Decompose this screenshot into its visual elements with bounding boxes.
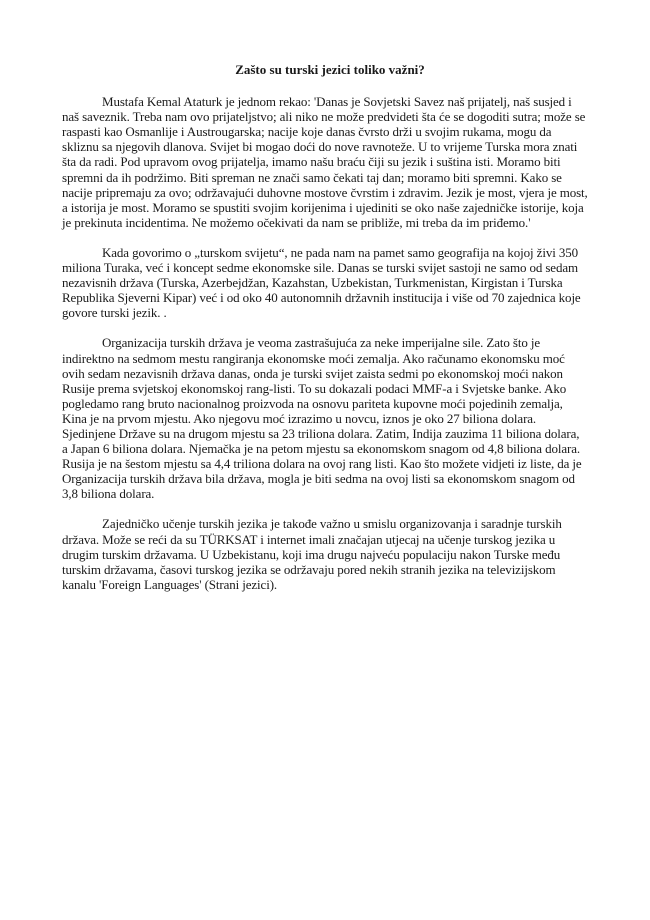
- paragraph-economic-power: Organizacija turskih država je veoma zastrašujuća za neke imperijalne sile. Zato što je indirektno na sedmom mestu rangiranja ekonomske moći zemalja. Ako računamo ekonomsku moć ovih sedam nezavisnih država danas, onda je turski svijet zaista sedmi po ekonomskoj moći nakon Rusije prema svjetskoj ekonomskoj rang-listi. To su dokazali podaci MMF-a i Svjetske banke. Ako pogledamo rang bruto nacionalnog proizvoda na osnovu pariteta kupovne moći pojedinih zemalja, Kina je na prvom mjestu. Ako njegovu moć izrazimo u novcu, iznos je oko 27 biliona dolara. Sjedinjene Države su na drugom mjestu sa 23 triliona dolara. Zatim, Indija zauzima 11 biliona dolara, a Japan 6 biliona dolara. Njemačka je na petom mjestu sa ekonomskom snagom od 4,8 biliona dolara. Rusija je na šestom mjestu sa 4,4 triliona dolara na ovoj rang listi. Kao što možete vidjeti iz liste, da je Organizacija turskih država bila država, mogla je biti sedma na ovoj listi sa ekonomskom snagom od 3,8 biliona dolara.: [62, 335, 582, 502]
- paragraph-ataturk-quote: Mustafa Kemal Ataturk je jednom rekao: 'Danas je Sovjetski Savez naš prijatelj, naš susjed i naš saveznik. Treba nam ovo prijateljstvo; ali niko ne može predvideti šta će se dogoditi sutra; može se raspasti kao Osmanlije i Austrougarska; nacije koje danas čvrsto drži u svojim rukama, mogu da skliznu sa njegovih dlanova. Svijet bi mogao doći do nove ravnoteže. U to vrijeme Turska mora znati šta da radi. Pod upravom ovog prijatelja, imamo našu braću čiji su jezik i suština isti. Moramo biti spremni da ih podržimo. Biti spreman ne znači samo čekati taj dan; moramo biti spremni. Kako se nacije pripremaju za ovo; održavajući duhovne mostove čvrstim i zdravim. Jezik je most, vjera je most, a istorija je most. Moramo se spustiti svojim korijenima i ujediniti se oko naše zajedničke istorije, koja je prekinuta incidentima. Ne možemo očekivati da nam se približe, mi treba da im priđemo.': [62, 94, 588, 230]
- document-title: Zašto su turski jezici toliko važni?: [235, 62, 425, 77]
- document-page: [62, 62, 588, 607]
- paragraph-turkic-world: Kada govorimo o „turskom svijetu“, ne pada nam na pamet samo geografija na kojoj živi 350 miliona Turaka, već i koncept sedme ekonomske sile. Danas se turski svijet sastoji ne samo od sedam nezavisnih država (Turska, Azerbejdžan, Kazahstan, Uzbekistan, Turkmenistan, Kirgistan i Turska Republika Sjeverni Kipar) već i od oko 40 autonomnih državnih institucija i više od 70 zajednica koje govore turski jezik. .: [62, 244, 581, 321]
- paragraph-language-learning: Zajedničko učenje turskih jezika je takođe važno u smislu organizovanja i saradnje turskih država. Može se reći da su TÜRKSAT i internet imali značajan utjecaj na učenje turskog jezika u drugim turskim državama. U Uzbekistanu, koji ima drugu najveću populaciju nakon Turske među turskim državama, časovi turskog jezika se održavaju pored nekih stranih jezika na televizijskom kanalu 'Foreign Languages' (Strani jezici).: [62, 516, 562, 592]
